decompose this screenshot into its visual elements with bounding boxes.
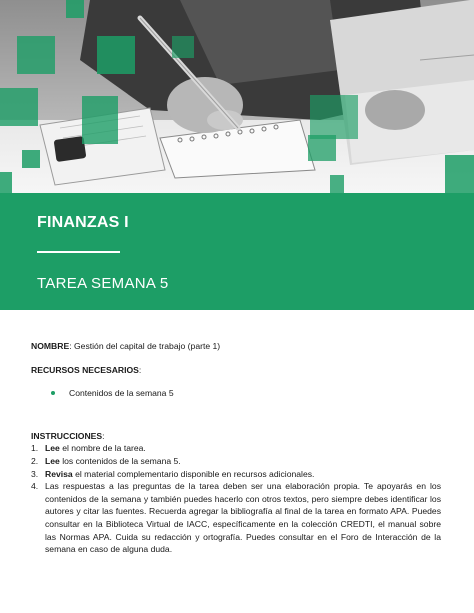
- hero-illustration: [0, 0, 474, 193]
- step-text: [45, 468, 441, 481]
- nombre-line: [31, 340, 441, 353]
- list-item: [31, 387, 441, 400]
- step-verb: Lee: [45, 455, 60, 466]
- step-verb: Lee: [45, 443, 60, 454]
- step-rest: el nombre de la tarea.: [59, 443, 146, 454]
- step-verb: Revisa: [45, 468, 73, 479]
- hero-photo: [0, 0, 474, 193]
- list-item: [31, 468, 441, 481]
- recursos-heading: [31, 364, 441, 377]
- list-item: [31, 442, 441, 455]
- bullet-icon: [51, 391, 55, 395]
- step-rest: el material complementario disponible en recursos adicionales.: [72, 468, 315, 479]
- step-text: Las respuestas a las preguntas de la tarea deben ser una elaboración propia. Te apoyarás en los contenidos de la semana y también puedes hacerlo con otros textos, pero siempre debes identificar los autores y citar las fuentes. Recuerda agregar la bibliografía al final de la tarea en formato APA. Puedes consultar en la Biblioteca Virtual de IACC, específicamente en la colección CREDTI, el manual sobre las Normas APA. Cuida su redacción y ortografía. Puedes consultar en el Foro de Interacción de la semana en caso de alguna duda.: [45, 481, 441, 555]
- document-body: [31, 340, 441, 556]
- step-rest: los contenidos de la semana 5.: [59, 455, 181, 466]
- list-item: [31, 480, 441, 556]
- instrucciones-heading: [31, 430, 441, 443]
- step-number: 3.: [31, 468, 39, 479]
- title-divider: [37, 251, 120, 253]
- course-title: FINANZAS I: [37, 214, 129, 231]
- step-number: 1.: [31, 443, 39, 454]
- assignment-title: TAREA SEMANA 5: [37, 275, 169, 292]
- instrucciones-label: INSTRUCCIONES: [31, 430, 103, 441]
- instrucciones-colon: :: [102, 430, 105, 441]
- nombre-label: NOMBRE: [31, 341, 70, 351]
- recursos-colon: :: [138, 364, 142, 375]
- step-number: 2.: [31, 455, 39, 466]
- recursos-label: RECURSOS NECESARIOS: [31, 364, 139, 375]
- step-text: [45, 442, 441, 455]
- recurso-item: Contenidos de la semana 5: [69, 388, 174, 399]
- step-number: 4.: [31, 481, 39, 492]
- step-text: [45, 455, 441, 468]
- list-item: [31, 455, 441, 468]
- nombre-value: : Gestión del capital de trabajo (parte 1): [69, 341, 221, 351]
